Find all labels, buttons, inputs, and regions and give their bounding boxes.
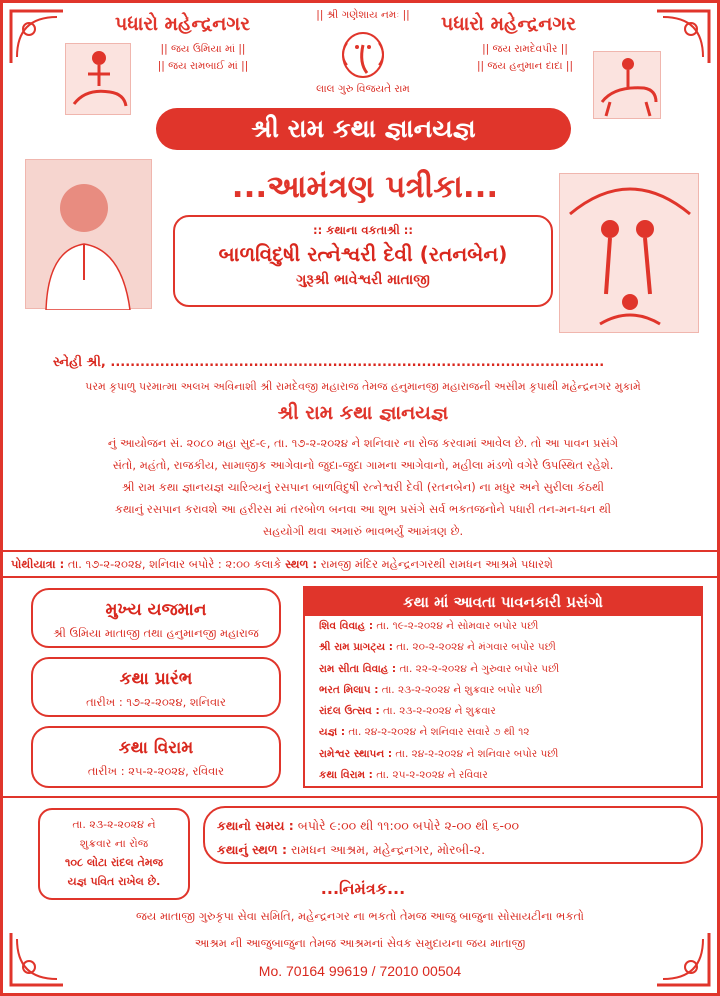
body-line-1: પરમ કૃપાળુ પરમાત્મા અલખ અવિનાશી શ્રી રામદેવજી મહારાજ તેમજ હનુમાનજી મહારાજની અસીમ કૃપાથી મહેન્દ્રનગર મુકામે bbox=[85, 380, 641, 393]
pothiyatra-text: તા. ૧૭-૨-૨૦૨૪, શનિવાર બપોરે : ૨:૦૦ કલાકે bbox=[67, 557, 282, 571]
ganesh-icon bbox=[333, 25, 393, 80]
inviter-heading: ...નિમંત્રક... bbox=[320, 879, 406, 898]
place-row: કથાનું સ્થળ : રામધન આશ્રમ, મહેન્દ્રનગર, મોરબી-૨. bbox=[217, 842, 486, 857]
horseman-deity-icon bbox=[593, 51, 661, 119]
invocation-text: || શ્રી ગણેશાય નમઃ || bbox=[316, 9, 410, 21]
header-left-line-1: || જય ઉમિયા માં || bbox=[160, 43, 246, 55]
event-item: રામ સીતા વિવાહ : તા. ૨૨-૨-૨૦૨૪ ને ગુરુવાર બપોર પછી bbox=[319, 662, 560, 675]
events-heading: કથા માં આવતા પાવનકારી પ્રસંગો bbox=[305, 588, 701, 616]
katha-start-text: તારીખ : ૧૭-૨-૨૦૨૪, શનિવાર bbox=[86, 695, 226, 709]
corner-ornament-top-right bbox=[653, 7, 713, 67]
note-line-3: ૧૦૮ લોટા રાંદલ તેમજ bbox=[64, 856, 164, 869]
header-right-line-2: || જય હનુમાન દાદા || bbox=[476, 60, 573, 72]
note-line-2: શુક્રવાર ના રોજ bbox=[79, 837, 149, 850]
timing-box bbox=[203, 806, 703, 864]
speaker-label: :: કથાના વકતાશ્રી :: bbox=[313, 223, 413, 237]
header-right-title: પધારો મહેન્દ્રનગર bbox=[441, 13, 577, 35]
body-event-name: શ્રી રામ કથા જ્ઞાનયજ્ઞ bbox=[277, 402, 449, 424]
speaker-guru: ગુરૂશ્રી ભાવેશ્વરી માતાજી bbox=[296, 272, 430, 288]
speaker-photo bbox=[25, 159, 152, 309]
note-line-1: તા. ૨૩-૨-૨૦૨૪ ને bbox=[72, 818, 156, 831]
body-line-4: શ્રી રામ કથા જ્ઞાનયજ્ઞ ચારિત્ર્યનું રસપાન બાળવિદુષી રત્નેશ્વરી દેવી (રતનબેન) ના મધુર અને સુરીલા કંઠથી bbox=[121, 480, 605, 494]
timing-value: બપોરે ૯:૦૦ થી ૧૧:૦૦ બપોરે ૨-૦૦ થી ૬-૦૦ bbox=[297, 818, 520, 833]
event-item: કથા વિરામ : તા. ૨૫-૨-૨૦૨૪ ને રવિવાર bbox=[319, 769, 488, 782]
event-item: ભરત મિલાપ : તા. ૨૩-૨-૨૦૨૪ ને શુક્રવાર બપોર પછી bbox=[319, 683, 543, 696]
salutation: સ્નેહી શ્રી, .................................................................................................... bbox=[53, 355, 605, 370]
ram-darbar-image bbox=[559, 173, 699, 333]
timing-row: કથાનો સમય : બપોરે ૯:૦૦ થી ૧૧:૦૦ બપોરે ૨-૦૦ થી ૬-૦૦ bbox=[217, 818, 520, 833]
body-line-5: કથાનું રસપાન કરાવશે આ હરીરસ માં તરબોળ બનવા આ શુભ પ્રસંગે સર્વ ભકતજનોને પધારી તન-મન-ધન થી bbox=[114, 502, 612, 516]
header-left-title: પધારો મહેન્દ્રનગર bbox=[115, 13, 251, 35]
yajman-title: મુખ્ય યજમાન bbox=[105, 600, 207, 620]
katha-end-box bbox=[31, 726, 281, 788]
event-item: રાંદલ ઉત્સવ : તા. ૨૩-૨-૨૦૨૪ ને શુક્રવાર bbox=[319, 705, 496, 718]
event-item: શિવ વિવાહ : તા. ૧૯-૨-૨૦૨૪ ને સોમવાર બપોર પછી bbox=[319, 620, 539, 632]
footer-line-1: જય માતાજી ગુરુકૃપા સેવા સમિતિ, મહેન્દ્રનગર ના ભકતો તેમજ આજુ બાજુના સોસાયટીના ભકતો bbox=[136, 909, 584, 923]
katha-end-text: તારીખ : ૨૫-૨-૨૦૨૪, રવિવાર bbox=[87, 764, 225, 778]
deity-on-bull-icon bbox=[65, 43, 131, 115]
katha-start-title: કથા પ્રારંભ bbox=[119, 669, 193, 689]
katha-end-title: કથા વિરામ bbox=[118, 738, 194, 758]
header-left-line-2: || જય રામબાઈ માં || bbox=[157, 60, 249, 72]
corner-ornament-top-left bbox=[7, 7, 67, 67]
header-right-line-1: || જય રામદેવપીર || bbox=[482, 43, 568, 55]
events-box bbox=[303, 586, 703, 788]
phone-numbers: Mo. 70164 99619 / 72010 00504 bbox=[258, 963, 462, 979]
footer-line-2: આશ્રમ ની આજુબાજુના તેમજ આશ્રમનાં સેવક સમુદાયના જય માતાજી bbox=[194, 936, 526, 950]
randal-note-box bbox=[38, 808, 190, 900]
speaker-name: બાળવિદુષી રત્નેશ્વરી દેવી (રતનબેન) bbox=[218, 242, 508, 266]
pothiyatra-place: રામજી મંદિર મહેન્દ્રનગરથી રામધન આશ્રમે પધારશે bbox=[320, 557, 553, 571]
event-item: રામેશ્વર સ્થાપન : તા. ૨૪-૨-૨૦૨૪ ને શનિવાર બપોર પછી bbox=[319, 747, 559, 760]
pothiyatra-row bbox=[3, 550, 717, 578]
body-line-2: નું આયોજન સં. ૨૦૮૦ મહા સુદ-૯, તા. ૧૭-૨-૨૦૨૪ ને શનિવાર ના રોજ કરવામાં આવેલ છે. તો આ પાવન પ્રસંગે bbox=[107, 436, 619, 450]
yajman-box bbox=[31, 588, 281, 648]
note-line-4: યજ્ઞ પવિત રાખેલ છે. bbox=[67, 875, 161, 888]
blessing-text: લાલ ગુરુ વિજયતે રામ bbox=[316, 83, 410, 95]
invitation-title: ...આમંત્રણ પત્રીકા... bbox=[231, 169, 499, 205]
body-line-3: સંતો, મહંતો, રાજકીય, સામાજીક આગેવાનો જુદા-જુદા ગામના આગેવાનો, મહીલા મંડળો વગેરે ઉપસ્થિત રહેશે. bbox=[112, 458, 614, 472]
event-item: યજ્ઞ : તા. ૨૪-૨-૨૦૨૪ ને શનિવાર સવારે ૭ થી ૧૨ bbox=[319, 726, 530, 739]
pothiyatra-label: પોથીયાત્રા : bbox=[11, 557, 65, 571]
pothiyatra-place-label: સ્થળ : bbox=[285, 557, 318, 571]
body-line-6: સહયોગી થવા અમારું ભાવભર્યું આમંત્રણ છે. bbox=[262, 524, 464, 538]
event-item: શ્રી રામ પ્રાગટ્ય : તા. ૨૦-૨-૨૦૨૪ ને મંગવાર બપોર પછી bbox=[319, 641, 556, 654]
place-value: રામધન આશ્રમ, મહેન્દ્રનગર, મોરબી-૨. bbox=[291, 842, 486, 857]
event-banner: શ્રી રામ કથા જ્ઞાનયજ્ઞ bbox=[156, 108, 571, 150]
section-divider bbox=[3, 796, 717, 798]
yajman-text: શ્રી ઉમિયા માતાજી તથા હનુમાનજી મહારાજ bbox=[53, 626, 259, 640]
speaker-box bbox=[173, 215, 553, 307]
katha-start-box bbox=[31, 657, 281, 717]
